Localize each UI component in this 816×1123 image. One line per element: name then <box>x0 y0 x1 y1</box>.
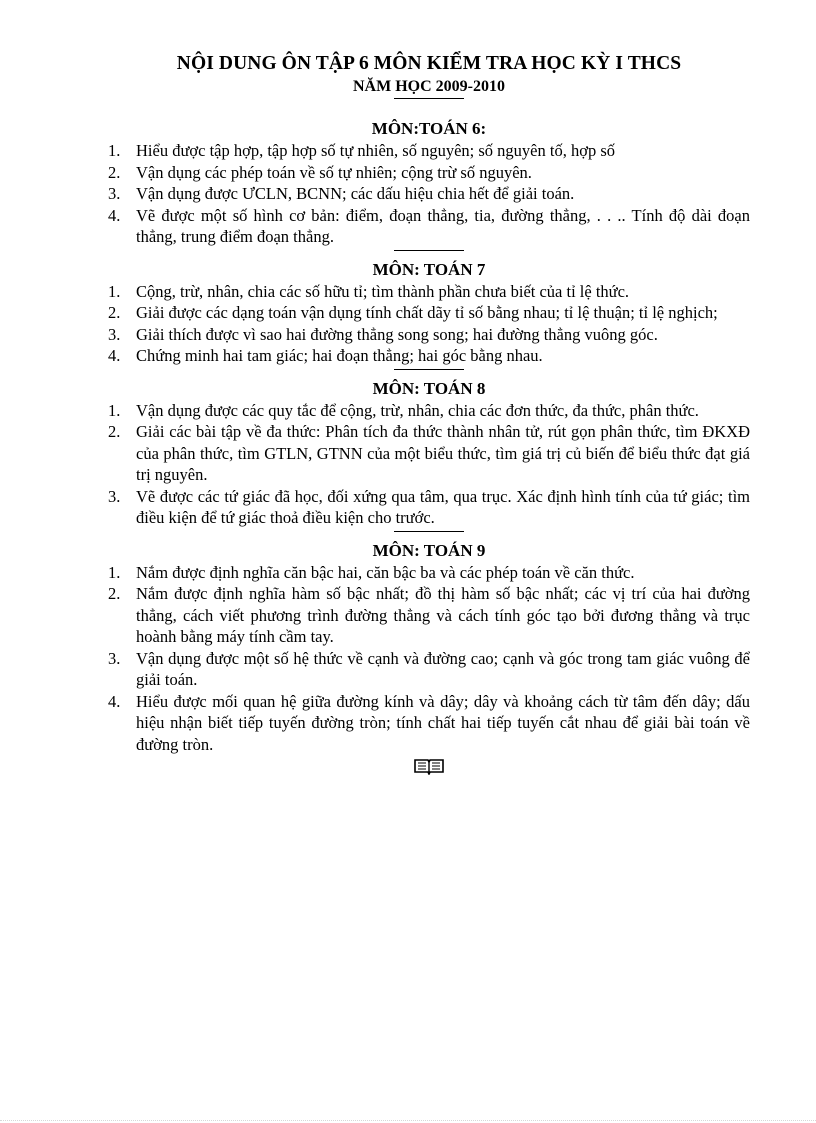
list-item <box>108 324 750 346</box>
section-title: MÔN: TOÁN 8 <box>372 378 486 398</box>
list-item <box>108 400 750 422</box>
item-text: Vẽ được các tứ giác đã học, đối xứng qua tâm, qua trục. Xác định hình tính của tứ giác; tìm điều kiện để tứ giác thoả điều kiện cho trước. <box>136 486 750 527</box>
section-title: MÔN: TOÁN 9 <box>372 540 486 560</box>
item-text: Vẽ được một số hình cơ bản: điểm, đoạn thẳng, tia, đường thẳng, . . .. Tính độ dài đoạn thẳng, trung điểm đoạn thẳng. <box>136 205 750 246</box>
list-item <box>108 421 750 486</box>
item-text: Giải các bài tập về đa thức: Phân tích đa thức thành nhân tử, rút gọn phân thức, tìm ĐKXĐ của phân thức, tìm GTLN, GTNN của một biểu thức, tìm giá trị củ biến để biểu thức đạt giá trị nguyên. <box>136 422 750 484</box>
item-number: 4. <box>108 346 121 365</box>
section-toan-7 <box>108 259 750 370</box>
list-item <box>108 648 750 691</box>
item-text: Cộng, trừ, nhân, chia các số hữu tỉ; tìm thành phần chưa biết của tỉ lệ thức. <box>136 281 630 301</box>
item-text: Vận dụng các phép toán về số tự nhiên; cộng trừ số nguyên. <box>136 162 532 182</box>
section-item-list <box>108 140 750 248</box>
list-item <box>108 486 750 529</box>
item-number: 1. <box>108 141 121 160</box>
end-ornament <box>108 757 750 780</box>
list-item <box>108 302 750 324</box>
section-item-list <box>108 562 750 756</box>
item-text: Nắm được định nghĩa căn bậc hai, căn bậc ba và các phép toán về căn thức. <box>136 562 635 582</box>
list-item <box>108 281 750 303</box>
item-number: 4. <box>108 691 121 711</box>
item-number: 1. <box>108 281 121 301</box>
title-divider <box>394 98 464 99</box>
list-item <box>108 162 750 184</box>
item-text: Vận dụng được ƯCLN, BCNN; các dấu hiệu chia hết để giải toán. <box>136 184 575 203</box>
item-number: 3. <box>108 184 121 203</box>
section-item-list <box>108 281 750 367</box>
item-number: 2. <box>108 584 121 603</box>
list-item <box>108 691 750 756</box>
list-item <box>108 183 750 205</box>
item-number: 2. <box>108 303 121 322</box>
section-divider <box>394 369 464 370</box>
item-text: Nắm được định nghĩa hàm số bậc nhất; đồ thị hàm số bậc nhất; các vị trí của hai đường thẳng, cách viết phương trình đường thẳng và cách tính góc tạo bởi đương thẳng và trục hoành bằng máy tính cầm tay. <box>136 584 750 646</box>
section-title: MÔN:TOÁN 6: <box>371 119 487 138</box>
open-book-icon <box>413 757 445 775</box>
section-divider <box>394 250 464 251</box>
section-item-list <box>108 400 750 529</box>
item-number: 2. <box>108 162 121 182</box>
list-item <box>108 205 750 248</box>
section-toan-8 <box>108 378 750 532</box>
item-number: 3. <box>108 324 121 344</box>
item-number: 4. <box>108 205 121 225</box>
item-text: Giải thích được vì sao hai đường thẳng song song; hai đường thẳng vuông góc. <box>136 324 658 344</box>
item-text: Vận dụng được các quy tắc để cộng, trừ, nhân, chia các đơn thức, đa thức, phân thức. <box>136 400 699 420</box>
item-number: 1. <box>108 400 121 420</box>
item-text: Hiểu được tập hợp, tập hợp số tự nhiên, số nguyên; số nguyên tố, hợp số <box>136 141 615 160</box>
item-text: Chứng minh hai tam giác; hai đoạn thẳng; hai góc bằng nhau. <box>136 346 543 365</box>
item-number: 3. <box>108 648 121 668</box>
item-text: Vận dụng được một số hệ thức về cạnh và đường cao; cạnh và góc trong tam giác vuông để giải toán. <box>136 648 750 689</box>
section-title: MÔN: TOÁN 7 <box>372 259 486 279</box>
document-page <box>108 52 750 780</box>
section-toan-6 <box>108 118 750 251</box>
section-toan-9 <box>108 540 750 756</box>
section-divider <box>394 531 464 532</box>
item-text: Giải được các dạng toán vận dụng tính chất dãy tỉ số bằng nhau; tỉ lệ thuận; tỉ lệ nghịch; <box>136 303 718 322</box>
item-number: 3. <box>108 486 121 506</box>
item-number: 2. <box>108 422 121 441</box>
list-item <box>108 583 750 648</box>
item-number: 1. <box>108 562 121 582</box>
list-item <box>108 345 750 367</box>
document-title: NỘI DUNG ÔN TẬP 6 MÔN KIỂM TRA HỌC KỲ I THCS <box>176 53 682 74</box>
list-item <box>108 140 750 162</box>
page-bottom-border <box>0 1120 816 1121</box>
list-item <box>108 562 750 584</box>
school-year: NĂM HỌC 2009-2010 <box>353 78 505 95</box>
item-text: Hiểu được mối quan hệ giữa đường kính và dây; dây và khoảng cách từ tâm đến dây; dấu hiệu nhận biết tiếp tuyến đường tròn; tính chất hai tiếp tuyến cắt nhau để giải bài toán về đường tròn. <box>136 691 750 754</box>
